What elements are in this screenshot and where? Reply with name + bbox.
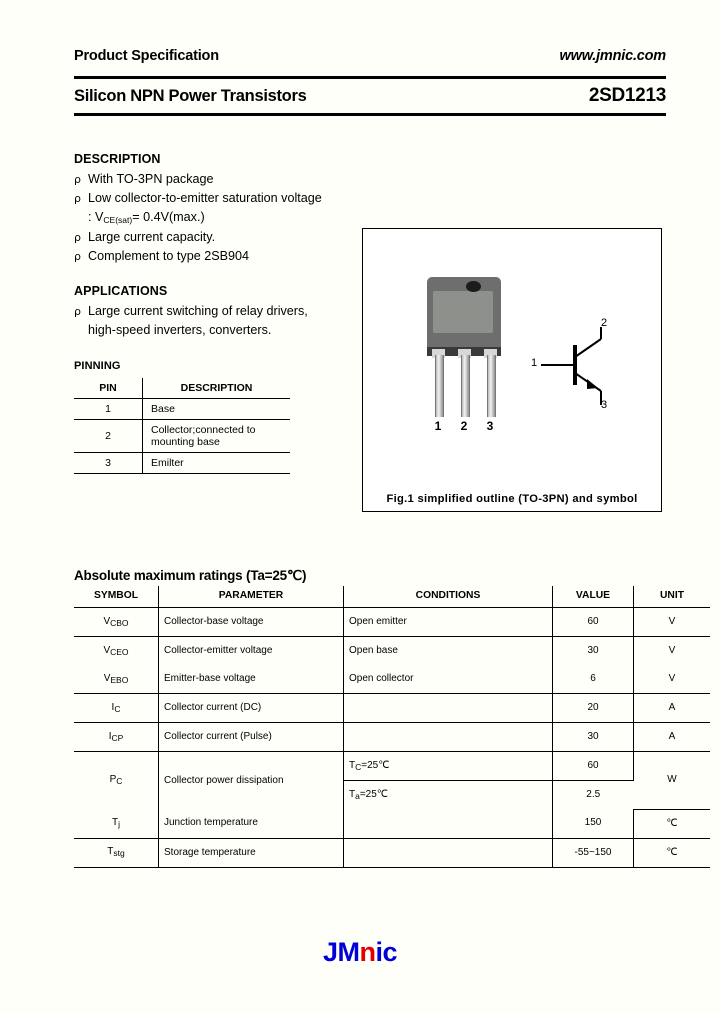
- rating-parameter: Collector power dissipation: [159, 752, 344, 810]
- applications-item-1: [74, 304, 374, 319]
- rating-conditions: [344, 838, 553, 867]
- header-rule-bottom: [74, 113, 666, 116]
- rating-parameter: Collector-base voltage: [159, 608, 344, 637]
- symbol-base: T: [112, 816, 119, 828]
- footer-logo: [0, 937, 720, 968]
- rating-conditions: Open collector: [344, 665, 553, 694]
- website-label: www.jmnic.com: [559, 48, 666, 64]
- pin-description: Base: [143, 399, 291, 420]
- table-row: [74, 399, 290, 420]
- applications-item-1-cont: [74, 323, 374, 337]
- rating-unit: V: [634, 637, 711, 666]
- rating-conditions-b: [344, 781, 553, 810]
- bullet-icon: ρ: [74, 250, 81, 263]
- table-row: [74, 694, 710, 723]
- package-lead-label-2: 2: [460, 419, 468, 433]
- vce-sat-suffix: = 0.4V(max.): [132, 210, 205, 224]
- rating-parameter: Emitter-base voltage: [159, 665, 344, 694]
- rating-unit: V: [634, 608, 711, 637]
- pinning-heading: PINNING: [74, 360, 121, 372]
- figure-caption: Fig.1 simplified outline (TO-3PN) and symbol: [386, 493, 638, 505]
- table-row: [74, 420, 290, 453]
- bullet-icon: ρ: [74, 305, 81, 318]
- description-item-2: [74, 191, 374, 206]
- applications-item-1-text: Large current switching of relay drivers,: [88, 304, 308, 318]
- rating-value: 6: [553, 665, 634, 694]
- table-row: [74, 608, 710, 637]
- cond-sub: C: [355, 761, 362, 772]
- rating-value: 20: [553, 694, 634, 723]
- header-rule-top: [74, 76, 666, 79]
- ratings-col-conditions: CONDITIONS: [344, 586, 553, 608]
- symbol-sub: CBO: [110, 617, 129, 628]
- cond-base: T: [349, 759, 356, 771]
- symbol-sub: stg: [113, 848, 125, 858]
- table-row: [74, 723, 710, 752]
- logo-text-jm: JM: [322, 937, 360, 967]
- rating-unit: W: [634, 752, 711, 810]
- rating-unit: ℃: [634, 809, 711, 838]
- symbol-base: V: [103, 644, 111, 656]
- symbol-terminal-label-1: 1: [531, 357, 538, 369]
- rating-unit: A: [634, 723, 711, 752]
- rating-unit: V: [634, 665, 711, 694]
- mounting-hole-icon: [466, 281, 481, 292]
- ratings-col-value: VALUE: [553, 586, 634, 608]
- pin-description: Emilter: [143, 453, 291, 474]
- symbol-base: I: [111, 701, 115, 713]
- symbol-sub: j: [118, 818, 120, 829]
- ratings-header-row: [74, 586, 710, 608]
- rating-symbol: [74, 752, 159, 810]
- symbol-sub: CEO: [110, 646, 129, 657]
- symbol-terminal-label-2: 2: [601, 317, 608, 329]
- logo-text-ic: ic: [375, 937, 398, 967]
- rating-conditions: [344, 723, 553, 752]
- rating-symbol: [74, 665, 159, 694]
- table-row: [74, 752, 710, 781]
- product-specification-label: Product Specification: [74, 48, 219, 64]
- pinning-header-row: [74, 378, 290, 399]
- pin-number: 1: [74, 399, 143, 420]
- ratings-col-symbol: SYMBOL: [74, 586, 159, 608]
- npn-symbol-svg: [531, 317, 627, 417]
- rating-unit: ℃: [634, 838, 711, 867]
- table-row: [74, 453, 290, 474]
- symbol-sub: CP: [111, 732, 124, 743]
- ratings-col-unit: UNIT: [634, 586, 711, 608]
- bullet-icon: ρ: [74, 192, 81, 205]
- rating-symbol: [74, 838, 159, 867]
- description-heading: DESCRIPTION: [74, 152, 161, 166]
- rating-value: 30: [553, 637, 634, 666]
- symbol-base: V: [103, 672, 111, 684]
- table-row: [74, 809, 710, 838]
- rating-value-a: 60: [553, 752, 634, 781]
- applications-heading: APPLICATIONS: [74, 284, 168, 298]
- symbol-sub: EBO: [110, 674, 129, 685]
- rating-parameter: Collector current (Pulse): [159, 723, 344, 752]
- rating-parameter: Collector current (DC): [159, 694, 344, 723]
- rating-symbol: [74, 608, 159, 637]
- description-item-2-text: Low collector-to-emitter saturation voltage: [88, 191, 322, 205]
- table-row: [74, 838, 710, 867]
- symbol-terminal-label-3: 3: [601, 399, 608, 411]
- package-lead: [435, 355, 444, 417]
- ratings-col-parameter: PARAMETER: [159, 586, 344, 608]
- rating-symbol: [74, 637, 159, 666]
- vce-sat-prefix: : V: [88, 210, 104, 224]
- rating-parameter: Collector-emitter voltage: [159, 637, 344, 666]
- cond-suffix: =25℃: [361, 759, 390, 771]
- symbol-sub: C: [116, 776, 123, 786]
- applications-item-1-text2: high-speed inverters, converters.: [88, 323, 272, 337]
- header-top-row: [74, 48, 666, 64]
- package-lead: [461, 355, 470, 417]
- rating-value: -55~150: [553, 838, 634, 867]
- rating-symbol: [74, 723, 159, 752]
- page-title: Silicon NPN Power Transistors: [74, 87, 307, 105]
- pinning-col-description: DESCRIPTION: [143, 378, 291, 399]
- description-item-2-cont: [74, 210, 374, 227]
- rating-parameter: Storage temperature: [159, 838, 344, 867]
- description-item-1-text: With TO-3PN package: [88, 172, 214, 186]
- part-number: 2SD1213: [588, 85, 666, 106]
- cond-base: T: [349, 788, 356, 800]
- symbol-base: T: [107, 846, 114, 857]
- symbol-base: V: [103, 615, 111, 627]
- pin-number: 2: [74, 420, 143, 453]
- bullet-icon: ρ: [74, 173, 81, 186]
- cond-suffix: =25℃: [359, 788, 389, 800]
- rating-value: 150: [553, 809, 634, 838]
- rating-conditions: Open emitter: [344, 608, 553, 637]
- symbol-base: I: [108, 730, 112, 742]
- pin-number: 3: [74, 453, 143, 474]
- rating-unit: A: [634, 694, 711, 723]
- table-row: [74, 665, 710, 694]
- cond-sub: a: [355, 790, 360, 801]
- figure-box: [362, 228, 662, 512]
- table-row: [74, 637, 710, 666]
- rating-symbol: [74, 694, 159, 723]
- rating-parameter: Junction temperature: [159, 809, 344, 838]
- description-item-4-text: Complement to type 2SB904: [88, 249, 250, 263]
- package-lead: [487, 355, 496, 417]
- vce-sat-subscript: CE(sat): [103, 215, 133, 225]
- pinning-table: [74, 378, 290, 474]
- symbol-sub: C: [114, 703, 121, 714]
- rating-symbol: [74, 809, 159, 838]
- rating-conditions: [344, 809, 553, 838]
- description-item-1: [74, 172, 374, 187]
- description-item-3: [74, 230, 374, 245]
- package-lead-label-3: 3: [486, 419, 494, 433]
- description-item-4: [74, 249, 374, 264]
- symbol-base: P: [109, 774, 117, 785]
- header-title-row: [74, 85, 666, 107]
- rating-value-b: 2.5: [553, 781, 634, 810]
- rating-value: 30: [553, 723, 634, 752]
- bullet-icon: ρ: [74, 231, 81, 244]
- package-lead-label-1: 1: [434, 419, 442, 433]
- logo-text-n: n: [359, 937, 376, 967]
- rating-conditions-a: [344, 752, 553, 781]
- absolute-maximum-ratings-table: [74, 586, 710, 868]
- package-body: [427, 277, 501, 351]
- rating-value: 60: [553, 608, 634, 637]
- rating-conditions: [344, 694, 553, 723]
- pin-description: Collector;connected to mounting base: [143, 420, 291, 453]
- npn-transistor-symbol: [531, 317, 627, 417]
- ratings-title: Absolute maximum ratings (Ta=25℃): [74, 568, 307, 583]
- rating-conditions: Open base: [344, 637, 553, 666]
- figure-inner: [363, 229, 661, 511]
- description-item-3-text: Large current capacity.: [88, 230, 216, 244]
- to3pn-package-illustration: [419, 277, 511, 433]
- pinning-col-pin: PIN: [74, 378, 143, 399]
